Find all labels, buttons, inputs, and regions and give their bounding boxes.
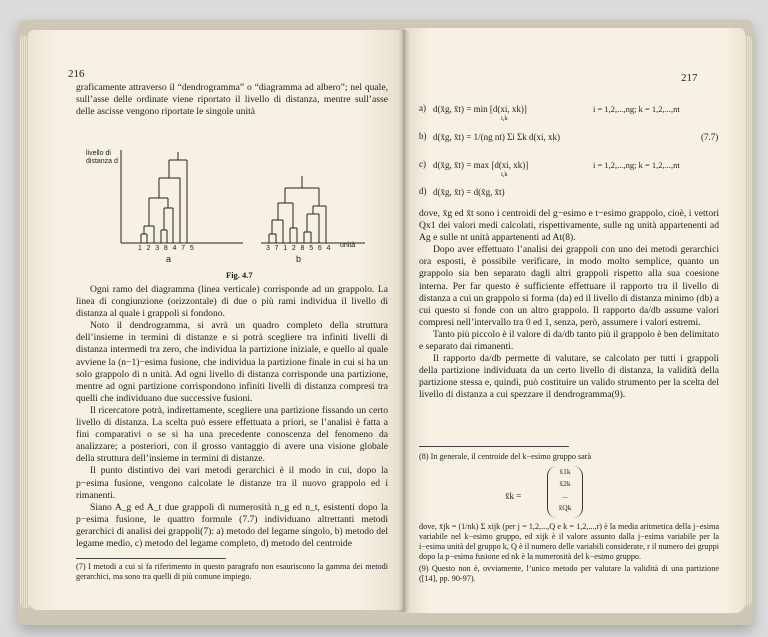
left-paragraph: Siano A_g ed A_t due grappoli di numerosità n_g ed n_t, esistenti dopo la p−esima fusione, le quattro formule (7.7) individuano altrettanti metodi gerarchici di analisi dei grappoli(7): a) metodo del legame singolo, b) metodo del legame medio, c) metodo del legame completo, d) metodo del centroide xyxy=(76,501,388,549)
page-number-right: 217 xyxy=(681,72,698,84)
figure-ticks-a: 1 2 3 8 4 7 5 xyxy=(138,245,196,252)
footnote-rule-right xyxy=(419,446,569,447)
eq-c-formula: d(x̄g, x̄t) = max [d(xi, xk)] xyxy=(433,160,529,170)
centroid-entry: x̄Qk xyxy=(558,503,572,512)
right-paragraph: dove, x̄g ed x̄t sono i centroidi del g−esimo e t−esimo grappolo, cioè, i vettori Qx1 dei valori medi calcolati, rispettivamente, sulle ng unità appartenenti ad Ag e sulle nt unità appartenenti ad At(8). xyxy=(419,208,719,244)
page-number-left: 216 xyxy=(68,68,85,80)
centroid-vector xyxy=(547,466,583,518)
figure-caption: Fig. 4.7 xyxy=(226,270,253,280)
figure-panel-a: a xyxy=(166,254,172,264)
left-page xyxy=(28,30,403,610)
eq-a-formula: d(x̄g, x̄t) = min [d(xi, xk)] xyxy=(433,104,527,114)
eq-d-formula: d(x̄g, x̄t) = d(x̄g, x̄t) xyxy=(433,187,505,197)
right-page xyxy=(405,28,745,613)
footnote-9: (9) Questo non è, ovviamente, l’unico metodo per valutare la validità di una partizione ([14], pp. 90-97). xyxy=(419,564,719,583)
footnote-rule-left xyxy=(76,558,226,559)
figure-panel-b: b xyxy=(296,254,302,264)
footnote-8-body: dove, x̄jk = (1/nk) Σ xijk (per j = 1,2,...,Q e k = 1,2,...,r) è la media aritmetica della j−esima variabile nel k−esimo gruppo, ed xijk è il valore assunto dalla j−esima variabile per la i−esima unità del gruppo k, Q è il numero delle variabili considerate, r il numero dei gruppi dopo la p−esima fusione ed nk è la numerosità del k−esimo gruppo. xyxy=(419,522,719,561)
figure-ylabel-2: distanza d xyxy=(86,158,118,165)
eq-c-label: c) xyxy=(419,159,426,169)
figure-ylabel-1: livello di xyxy=(86,150,111,157)
right-paragraph: Il rapporto da/db permette di valutare, se calcolato per tutti i grappoli della partizione individuata da un certo livello di distanza, la validità della partizione stessa e, quindi, può costituire un valido strumento per la scelta del livello di distanza a cui spezzare il dendrogramma(9). xyxy=(419,353,719,401)
eq-a-label: a) xyxy=(419,103,426,113)
eq-b-formula: d(x̄g, x̄t) = 1/(ng nt) Σi Σk d(xi, xk) xyxy=(433,132,561,142)
figure-xunit: unità xyxy=(340,242,356,249)
right-paragraph: Dopo aver effettuato l’analisi dei grappoli con uno dei metodi gerarchici ora esposti, è possibile verificare, in modo molto semplice, quanto un grappolo sia ben separato dagli altri grappoli rispetto alla sua coesione interna. Per far questo è sufficiente effettuare il rapporto tra il livello di distanza a cui un grappolo si forma (da) ed il livello di distanza minimo (db) a cui questo si fonde con un altro grappolo. Il rapporto da/db assume valori compresi nell’intervallo tra 0 ed 1, senza, però, assumere i valori estremi. xyxy=(419,244,719,328)
centroid-lhs: x̄k = xyxy=(505,491,522,501)
eq-a-condition: i = 1,2,...,ng; k = 1,2,...,nt xyxy=(593,104,680,114)
eq-a-subscript: i,k xyxy=(501,115,508,122)
eq-d-label: d) xyxy=(419,186,427,196)
book-gutter xyxy=(398,30,410,612)
left-paragraph: Noto il dendrogramma, si avrà un quadro completo della struttura dell’insieme in termini di distanze e si potrà scegliere tra infiniti livelli di distanza intermedi tra zero, che individua la partizione iniziale, e quello al quale avviene la (n−1)−esima fusione, che individua la partizione finale in cui si ha un solo grappolo di n unità. Ad ogni livello di distanza corrisponde una partizione, mentre ad ogni partizione corrispondono infiniti livelli di distanza compresi tra quelli che individuano due successive fusioni. xyxy=(76,320,388,404)
right-body-text xyxy=(419,208,719,402)
eq-c-condition: i = 1,2,...,ng; k = 1,2,...,nt xyxy=(593,160,680,170)
footnote-8-intro: (8) In generale, il centroide del k−esimo gruppo sarà xyxy=(419,452,592,461)
figure-ticks-b: 3 7 1 2 8 5 6 4 xyxy=(266,245,332,252)
eq-number: (7.7) xyxy=(701,132,719,142)
right-paragraph: Tanto più piccolo è il valore di da/db tanto più il grappolo è ben delimitato e separato dai rimanenti. xyxy=(419,328,720,353)
eq-b-label: b) xyxy=(419,131,427,141)
centroid-entry: x̄2k xyxy=(559,479,571,488)
footnote-7: (7) I metodi a cui si fa riferimento in questo paragrafo non esauriscono la gamma dei metodi gerarchici, ma sono tra quelli di più comune impiego. xyxy=(76,562,388,581)
centroid-entry: ... xyxy=(562,491,568,500)
centroid-entry: x̄1k xyxy=(559,467,571,476)
left-paragraph: Il punto distintivo dei vari metodi gerarchici è il modo in cui, dopo la p−esima fusione, vengono calcolate le distanze tra il nuovo grappolo ed i rimanenti. xyxy=(76,465,388,501)
left-paragraph: Il ricercatore potrà, indirettamente, scegliere una partizione fissando un certo livello di distanza. La scelta può essere effettuata a priori, se l’analisi è fatta a fini comparativi o se si ha una precedente conoscenza del fenomeno da analizzare; a posteriori, con il grosso vantaggio di avere una visione globale della struttura dell’insieme in termini di distanze. xyxy=(76,404,388,465)
left-paragraph: Ogni ramo del diagramma (linea verticale) corrisponde ad un grappolo. La linea di congiunzione (orizzontale) di due o più rami individua il livello di distanza al quale i grappoli si fondono. xyxy=(76,284,388,320)
left-body-text xyxy=(76,284,388,550)
intro-text: graficamente attraverso il “dendrogramma” o “diagramma ad albero”; nel quale, sull’asse delle ordinate viene riportato il livello di distanza, mentre sull’asse delle ascisse vengono riportate le singole unità xyxy=(76,82,388,118)
eq-c-subscript: i,k xyxy=(501,171,508,178)
